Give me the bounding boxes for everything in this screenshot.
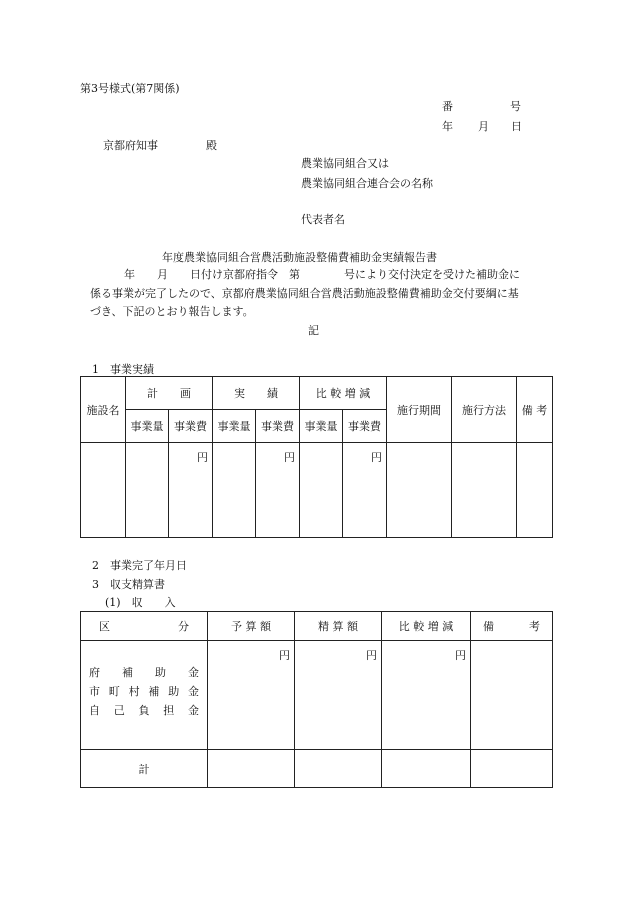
income-table — [80, 611, 553, 788]
total-budget-cell — [208, 750, 295, 788]
report-body — [90, 266, 560, 322]
comparison-header: 比 較 増 減 — [300, 377, 387, 410]
comparison-qty-header: 事業量 — [300, 410, 343, 443]
comparison-cost-cell: 円 — [343, 443, 387, 538]
body-line: 年 月 日付け京都府指令 第 号により交付決定を受けた補助金に — [124, 268, 520, 281]
income-remarks-cell — [471, 641, 553, 750]
actual-qty-cell — [213, 443, 256, 538]
category-header-char: 分 — [178, 620, 189, 633]
actual-cost-cell: 円 — [256, 443, 300, 538]
income-row-municipal: 市 町 村 補 助 金 — [89, 685, 199, 698]
period-header: 施行期間 — [387, 377, 452, 443]
section2-heading: 2 事業完了年月日 — [92, 559, 187, 572]
header-month: 月 — [478, 120, 489, 133]
income-remarks-header — [471, 612, 553, 641]
body-line: 係る事業が完了したので、京都府農業協同組合営農活動施設整備費補助金交付要綱に基 — [90, 286, 519, 300]
budget-cell: 円 — [208, 641, 295, 750]
actual-cost-header: 事業費 — [256, 410, 300, 443]
income-comparison-header: 比 較 増 減 — [382, 612, 471, 641]
category-header-char: 区 — [99, 620, 110, 633]
plan-cost-cell: 円 — [169, 443, 213, 538]
remarks-header: 備 考 — [517, 377, 553, 443]
period-cell — [387, 443, 452, 538]
remarks-header-char: 備 — [483, 620, 494, 633]
header-day: 日 — [511, 120, 522, 133]
settled-header: 精 算 額 — [295, 612, 382, 641]
remarks-cell — [517, 443, 553, 538]
applicant-line1: 農業協同組合又は — [301, 157, 389, 170]
applicant-rep: 代表者名 — [301, 213, 345, 226]
actual-qty-header: 事業量 — [213, 410, 256, 443]
header-ban: 番 — [442, 100, 453, 113]
settled-cell: 円 — [295, 641, 382, 750]
income-subheading: (1) 収 入 — [105, 596, 176, 609]
applicant-line2: 農業協同組合連合会の名称 — [301, 177, 433, 190]
ki-label: 記 — [308, 324, 319, 337]
form-title: 第3号様式(第7関係) — [80, 82, 180, 95]
budget-header: 予 算 額 — [208, 612, 295, 641]
facility-name-header: 施設名 — [81, 377, 126, 443]
total-comparison-cell — [382, 750, 471, 788]
comparison-qty-cell — [300, 443, 343, 538]
plan-header: 計 画 — [126, 377, 213, 410]
body-line: づき、下記のとおり報告します。 — [90, 305, 254, 318]
report-title: 年度農業協同組合営農活動施設整備費補助金実績報告書 — [162, 251, 437, 264]
remarks-header-char: 考 — [529, 620, 540, 633]
total-settled-cell — [295, 750, 382, 788]
plan-qty-cell — [126, 443, 169, 538]
plan-qty-header: 事業量 — [126, 410, 169, 443]
income-comparison-cell: 円 — [382, 641, 471, 750]
section3-heading: 3 収支精算書 — [92, 578, 165, 591]
actual-header: 実 績 — [213, 377, 300, 410]
facility-name-cell — [81, 443, 126, 538]
method-header: 施行方法 — [452, 377, 517, 443]
addressee-honorific: 殿 — [206, 139, 217, 152]
total-remarks-cell — [471, 750, 553, 788]
header-go: 号 — [510, 100, 521, 113]
category-header — [81, 612, 208, 641]
method-cell — [452, 443, 517, 538]
results-table — [80, 376, 553, 538]
income-row-subsidy: 府 補 助 金 — [89, 666, 199, 679]
income-row-self: 自 己 負 担 金 — [89, 704, 199, 717]
total-label: 計 — [81, 750, 208, 788]
addressee-name: 京都府知事 — [103, 139, 158, 152]
comparison-cost-header: 事業費 — [343, 410, 387, 443]
plan-cost-header: 事業費 — [169, 410, 213, 443]
section1-heading: 1 事業実績 — [92, 363, 154, 376]
header-year: 年 — [442, 120, 453, 133]
income-category-cell — [81, 641, 208, 750]
